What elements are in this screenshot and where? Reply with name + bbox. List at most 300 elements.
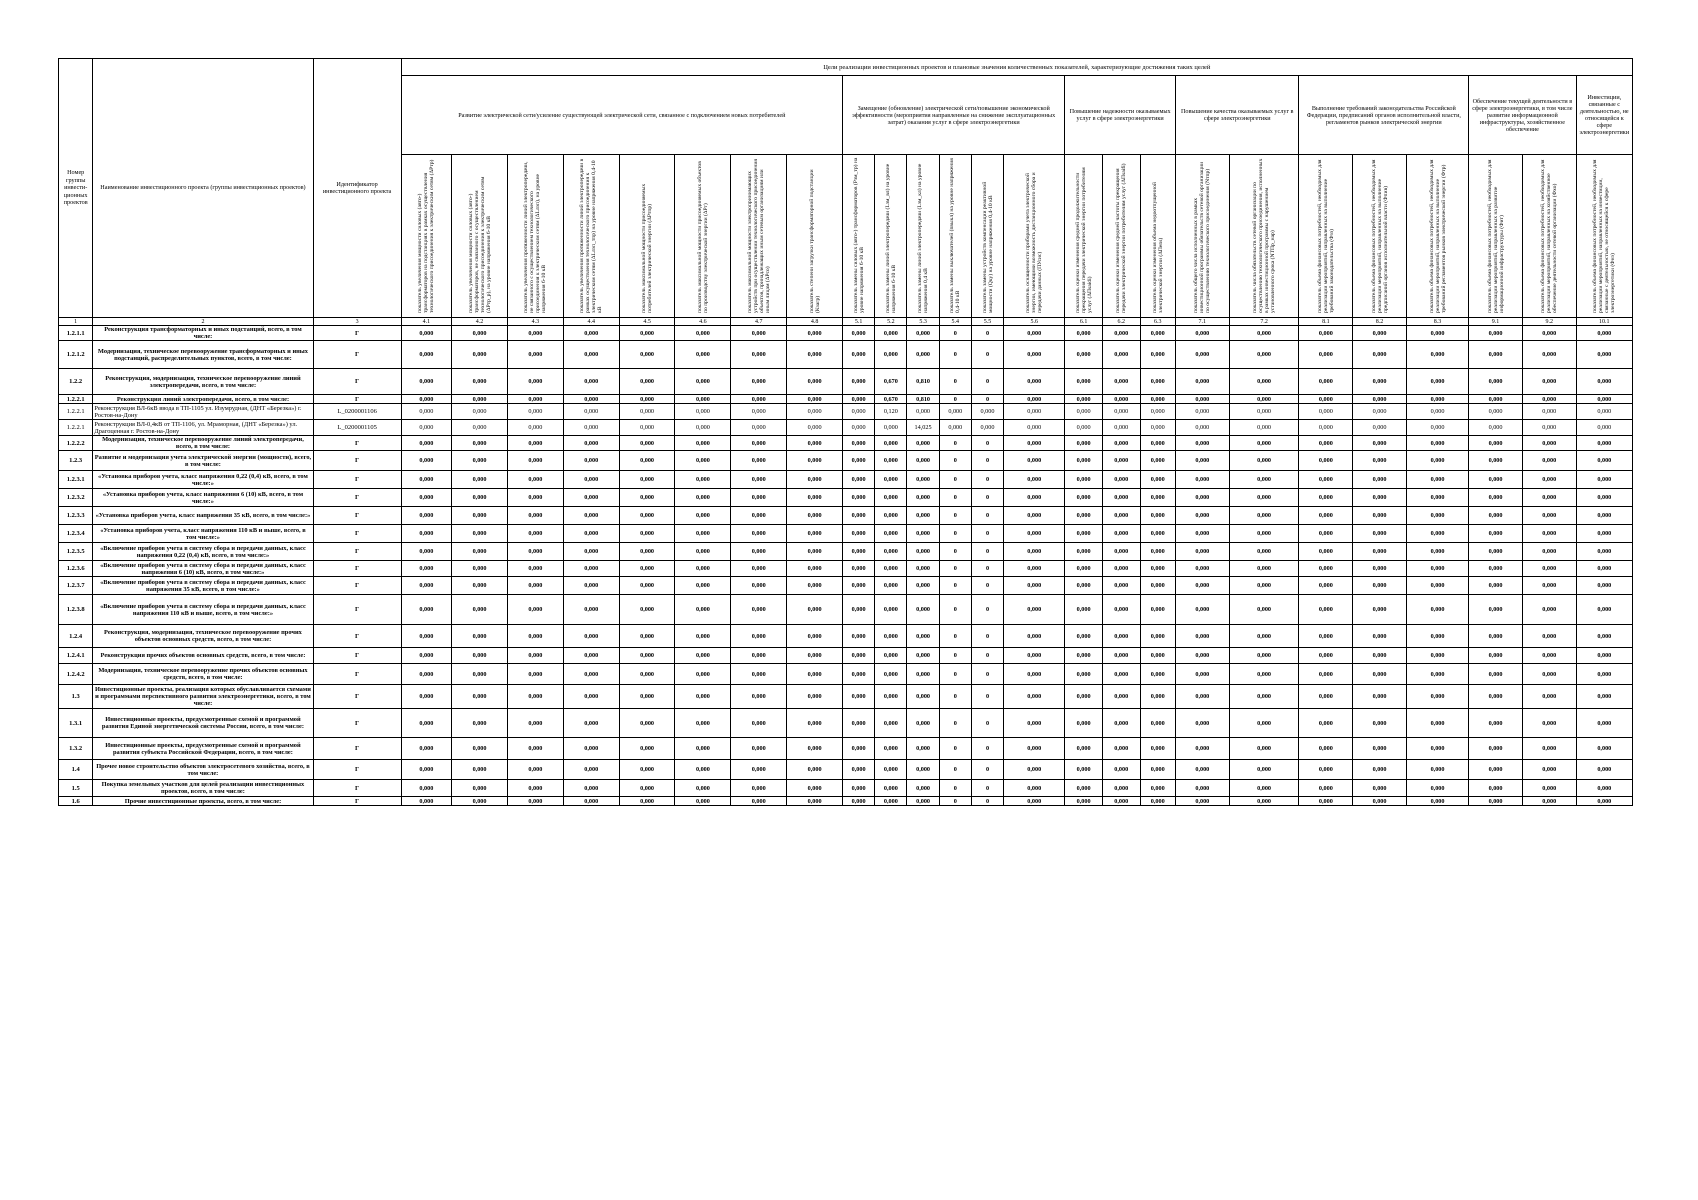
row-value: 0,000 xyxy=(1299,395,1353,404)
row-name: Реконструкция, модернизация, техническое перевооружение прочих объектов основных средств, всего, в том числе: xyxy=(93,625,313,648)
row-value: 0,000 xyxy=(843,577,875,595)
row-value: 0,000 xyxy=(1469,685,1523,709)
row-value: 0,000 xyxy=(1522,797,1576,806)
row-value: 0,000 xyxy=(1406,760,1468,780)
row-identifier: Г xyxy=(313,525,401,543)
column-number: 4.7 xyxy=(731,318,787,326)
row-value: 0,000 xyxy=(907,507,939,525)
row-name: «Включение приборов учета в систему сбора и передачи данных, класс напряжения 35 кВ, всего, в том числе:» xyxy=(93,577,313,595)
row-value: 0,000 xyxy=(1102,507,1140,525)
row-value: 0,000 xyxy=(1522,664,1576,685)
row-value: 0,000 xyxy=(1065,709,1103,738)
row-value: 0,000 xyxy=(619,625,675,648)
row-value: 0,000 xyxy=(1229,664,1299,685)
row-value: 0,000 xyxy=(1065,326,1103,341)
row-name: «Установка приборов учета, класс напряжения 110 кВ и выше, всего, в том числе:» xyxy=(93,525,313,543)
row-value: 0,000 xyxy=(907,648,939,664)
row-value: 0,000 xyxy=(1175,395,1229,404)
row-value: 0,000 xyxy=(1004,595,1065,625)
column-number: 9.1 xyxy=(1469,318,1523,326)
row-value: 0,000 xyxy=(971,420,1003,436)
row-value: 0,000 xyxy=(675,577,731,595)
row-value: 0,000 xyxy=(787,436,843,451)
row-value: 0,000 xyxy=(1469,436,1523,451)
row-value: 0 xyxy=(971,471,1003,489)
row-value: 0,000 xyxy=(843,685,875,709)
indicator-header-text: показатель общего числа исполненных в рамках инвестиционной программы обязательств сетевой организации по осуществлению технологического присоединения (Nтпр) xyxy=(1193,161,1212,313)
row-value: 0,000 xyxy=(843,420,875,436)
row-value: 0,000 xyxy=(675,664,731,685)
column-number: 4.1 xyxy=(401,318,451,326)
row-value: 0,000 xyxy=(619,369,675,395)
row-value: 0,000 xyxy=(787,561,843,577)
row-value: 0,000 xyxy=(1576,404,1632,420)
row-value: 0,000 xyxy=(1229,451,1299,471)
table-row xyxy=(59,326,1633,341)
indicator-header xyxy=(452,155,508,318)
row-value: 0,000 xyxy=(563,471,619,489)
row-value: 0,000 xyxy=(675,369,731,395)
row-value: 0,000 xyxy=(843,709,875,738)
row-value: 0,000 xyxy=(843,797,875,806)
row-value: 0,000 xyxy=(1299,525,1353,543)
row-value: 0,000 xyxy=(1140,797,1175,806)
row-value: 0,000 xyxy=(401,489,451,507)
column-number: 4.8 xyxy=(787,318,843,326)
row-value: 0,000 xyxy=(1469,664,1523,685)
row-value: 0,000 xyxy=(843,489,875,507)
row-value: 0,000 xyxy=(1469,780,1523,797)
row-value: 0,000 xyxy=(731,436,787,451)
row-value: 0,000 xyxy=(875,341,907,369)
row-value: 0,000 xyxy=(619,326,675,341)
row-value: 0,000 xyxy=(563,341,619,369)
indicator-header-text: показатель замены устройств компенсации реактивной мощности (Qку) на уровне напряжения 0,4-10 кВ xyxy=(981,181,994,313)
row-value: 0,000 xyxy=(1353,760,1407,780)
row-value: 0,000 xyxy=(1102,369,1140,395)
column-number: 10.1 xyxy=(1576,318,1632,326)
row-value: 0,000 xyxy=(619,648,675,664)
indicator-header xyxy=(563,155,619,318)
row-value: 0,000 xyxy=(1065,797,1103,806)
row-identifier: Г xyxy=(313,436,401,451)
row-value: 0,000 xyxy=(731,625,787,648)
row-value: 0,000 xyxy=(1576,760,1632,780)
row-value: 0,000 xyxy=(619,489,675,507)
row-value: 0,000 xyxy=(1004,760,1065,780)
row-value: 0,000 xyxy=(1065,507,1103,525)
indicator-header xyxy=(401,155,451,318)
column-number: 7.1 xyxy=(1175,318,1229,326)
row-value: 0,000 xyxy=(507,451,563,471)
row-value: 0,000 xyxy=(1576,543,1632,561)
row-name: Реконструкция ВЛ-6кВ ввода в ТП-1105 ул. Изумрудная, (ДНТ «Березка») г. Ростов-на-Дону xyxy=(93,404,313,420)
row-value: 0,000 xyxy=(1065,489,1103,507)
row-value: 0,000 xyxy=(1229,395,1299,404)
row-value: 0,000 xyxy=(507,648,563,664)
row-value: 0,000 xyxy=(1469,625,1523,648)
row-value: 0,000 xyxy=(1576,797,1632,806)
row-value: 0,000 xyxy=(619,760,675,780)
row-value: 0,000 xyxy=(401,507,451,525)
row-value: 0,000 xyxy=(731,709,787,738)
row-identifier: Г xyxy=(313,451,401,471)
row-value: 0 xyxy=(939,326,971,341)
row-value: 0,000 xyxy=(1469,326,1523,341)
row-value: 0,000 xyxy=(787,595,843,625)
row-value: 0,000 xyxy=(1353,738,1407,760)
row-value: 0,000 xyxy=(452,451,508,471)
row-value: 0,000 xyxy=(619,451,675,471)
row-value: 0,000 xyxy=(563,648,619,664)
row-value: 0,000 xyxy=(843,525,875,543)
row-value: 0,000 xyxy=(1065,561,1103,577)
row-value: 0,000 xyxy=(907,404,939,420)
row-value: 0,000 xyxy=(1406,664,1468,685)
row-identifier: Г xyxy=(313,395,401,404)
row-name: «Включение приборов учета в систему сбора и передачи данных, класс напряжения 0,22 (0,4) кВ, всего, в том числе:» xyxy=(93,543,313,561)
table-row xyxy=(59,404,1633,420)
row-value: 0,000 xyxy=(843,664,875,685)
row-value: 0,000 xyxy=(1102,395,1140,404)
row-value: 0,000 xyxy=(1469,507,1523,525)
row-value: 0,000 xyxy=(1406,420,1468,436)
row-value: 0,000 xyxy=(675,648,731,664)
row-value: 0,000 xyxy=(401,648,451,664)
row-value: 0,000 xyxy=(507,664,563,685)
row-value: 0,000 xyxy=(507,685,563,709)
row-value: 0,000 xyxy=(1229,685,1299,709)
row-value: 0 xyxy=(971,436,1003,451)
row-value: 0,000 xyxy=(563,451,619,471)
row-value: 0,000 xyxy=(1522,404,1576,420)
row-name: Модернизация, техническое перевооружение прочих объектов основных средств, всего, в том числе: xyxy=(93,664,313,685)
table-row xyxy=(59,489,1633,507)
row-value: 0 xyxy=(939,525,971,543)
indicator-header xyxy=(675,155,731,318)
row-value: 0,000 xyxy=(1065,738,1103,760)
row-value: 0 xyxy=(939,507,971,525)
row-value: 0,000 xyxy=(1229,648,1299,664)
row-value: 0,000 xyxy=(1175,404,1229,420)
row-value: 0,000 xyxy=(1140,420,1175,436)
row-value: 0,000 xyxy=(1004,489,1065,507)
row-value: 0,000 xyxy=(1522,738,1576,760)
row-value: 0,000 xyxy=(875,760,907,780)
row-value: 0 xyxy=(971,797,1003,806)
row-value: 0,000 xyxy=(563,420,619,436)
row-value: 0 xyxy=(971,664,1003,685)
row-value: 0,000 xyxy=(401,760,451,780)
row-value: 0,000 xyxy=(452,326,508,341)
row-value: 0,000 xyxy=(675,471,731,489)
row-value: 0,000 xyxy=(843,543,875,561)
row-value: 0,000 xyxy=(675,404,731,420)
row-value: 0,000 xyxy=(1175,760,1229,780)
goals-title-header: Цели реализации инвестиционных проектов и плановые значения количественных показателей, характеризующие достижения таких целей xyxy=(401,59,1632,76)
row-value: 0,000 xyxy=(787,326,843,341)
row-name: Реконструкция, модернизация, техническое перевооружение линий электропередачи, всего, в том числе: xyxy=(93,369,313,395)
column-number: 6.2 xyxy=(1102,318,1140,326)
group-reliability: Повышение надежности оказываемых услуг в сфере электроэнергетики xyxy=(1065,76,1176,155)
row-value: 0,000 xyxy=(452,561,508,577)
row-value: 0,000 xyxy=(452,543,508,561)
table-row xyxy=(59,525,1633,543)
column-number: 4.4 xyxy=(563,318,619,326)
row-value: 0,000 xyxy=(507,595,563,625)
row-value: 0,000 xyxy=(843,595,875,625)
row-value: 0,000 xyxy=(787,507,843,525)
row-value: 0,000 xyxy=(1065,648,1103,664)
row-value: 0,000 xyxy=(1406,404,1468,420)
row-value: 0,000 xyxy=(875,577,907,595)
row-value: 0,000 xyxy=(1299,404,1353,420)
row-value: 0,000 xyxy=(507,738,563,760)
row-value: 0,000 xyxy=(507,341,563,369)
row-value: 0 xyxy=(939,489,971,507)
row-number: 1.2.2.1 xyxy=(59,395,93,404)
row-value: 0,000 xyxy=(731,525,787,543)
row-value: 0,000 xyxy=(401,525,451,543)
row-value: 0,000 xyxy=(1102,685,1140,709)
row-value: 0,000 xyxy=(787,420,843,436)
row-value: 0 xyxy=(971,489,1003,507)
row-value: 0,000 xyxy=(1140,341,1175,369)
row-value: 0,000 xyxy=(619,436,675,451)
row-identifier: Г xyxy=(313,595,401,625)
row-value: 0,000 xyxy=(563,369,619,395)
row-value: 0,000 xyxy=(1140,738,1175,760)
row-value: 0,000 xyxy=(1576,471,1632,489)
row-value: 0,000 xyxy=(875,489,907,507)
row-value: 0,000 xyxy=(1004,404,1065,420)
row-value: 0,000 xyxy=(1175,420,1229,436)
row-value: 0,000 xyxy=(1299,326,1353,341)
row-identifier: Г xyxy=(313,471,401,489)
table-row xyxy=(59,543,1633,561)
row-value: 0,000 xyxy=(1140,543,1175,561)
row-value: 0,000 xyxy=(787,471,843,489)
row-value: 0,000 xyxy=(1522,685,1576,709)
row-identifier: Г xyxy=(313,760,401,780)
row-value: 0 xyxy=(939,648,971,664)
row-value: 0,000 xyxy=(1175,797,1229,806)
row-value: 0,000 xyxy=(675,507,731,525)
row-value: 0 xyxy=(939,341,971,369)
row-value: 0,000 xyxy=(1353,709,1407,738)
row-value: 0,000 xyxy=(843,471,875,489)
row-value: 0,000 xyxy=(675,709,731,738)
row-value: 0,000 xyxy=(563,595,619,625)
row-value: 0,000 xyxy=(1469,451,1523,471)
row-value: 0,000 xyxy=(401,395,451,404)
row-number: 1.2.3.3 xyxy=(59,507,93,525)
row-value: 0 xyxy=(971,451,1003,471)
row-value: 0,000 xyxy=(1140,760,1175,780)
group-network-replacement: Замещение (обновление) электрической сети/повышение экономической эффективности (мероприятия направленные на снижение эксплуатационных затрат) оказания услуг в сфере электроэнергетики xyxy=(843,76,1065,155)
row-value: 0,000 xyxy=(1406,451,1468,471)
row-value: 0,000 xyxy=(939,420,971,436)
row-value: 0,000 xyxy=(1406,471,1468,489)
row-value: 0,000 xyxy=(1065,451,1103,471)
row-value: 0,000 xyxy=(1522,471,1576,489)
row-value: 0,000 xyxy=(875,543,907,561)
row-value: 0,000 xyxy=(619,561,675,577)
row-value: 0,000 xyxy=(1353,664,1407,685)
row-value: 0,000 xyxy=(1229,738,1299,760)
row-value: 0,000 xyxy=(1576,451,1632,471)
row-value: 0,000 xyxy=(1004,709,1065,738)
row-value: 0,000 xyxy=(1065,420,1103,436)
row-value: 0,000 xyxy=(619,404,675,420)
row-value: 0,000 xyxy=(563,664,619,685)
row-value: 0,000 xyxy=(1065,760,1103,780)
indicator-header-text: показатель увеличения мощности силовых (авто-) трансформаторов, не связанного с осуществлением технологического присоединения к электрическим сетям (ΔPтр_р), на уровне напряжения 6-10 кВ xyxy=(467,176,492,313)
row-value: 0,000 xyxy=(1102,648,1140,664)
table-row xyxy=(59,648,1633,664)
indicator-header xyxy=(731,155,787,318)
row-value: 0,000 xyxy=(731,341,787,369)
row-name: «Установка приборов учета, класс напряжения 0,22 (0,4) кВ, всего, в том числе:» xyxy=(93,471,313,489)
group-network-development: Развитие электрической сети/усиление существующей электрической сети, связанное с подключением новых потребителей xyxy=(401,76,842,155)
row-value: 0,000 xyxy=(1299,648,1353,664)
row-value: 0 xyxy=(939,395,971,404)
row-value: 0,000 xyxy=(1469,543,1523,561)
row-value: 0,000 xyxy=(1469,709,1523,738)
row-value: 0,000 xyxy=(731,543,787,561)
row-value: 0,000 xyxy=(1102,489,1140,507)
row-value: 0,000 xyxy=(1522,625,1576,648)
row-value: 0,000 xyxy=(907,709,939,738)
row-identifier: Г xyxy=(313,507,401,525)
table-row xyxy=(59,451,1633,471)
row-value: 0,000 xyxy=(787,709,843,738)
row-value: 0,000 xyxy=(507,561,563,577)
row-value: 0,000 xyxy=(1353,451,1407,471)
row-value: 0,000 xyxy=(1175,543,1229,561)
row-value: 0,000 xyxy=(1140,648,1175,664)
row-value: 0,000 xyxy=(1406,436,1468,451)
row-value: 0,000 xyxy=(907,738,939,760)
row-name: Реконструкция трансформаторных и иных подстанций, всего, в том числе: xyxy=(93,326,313,341)
row-name: Реконструкция линий электропередачи, всего, в том числе: xyxy=(93,395,313,404)
row-value: 0,000 xyxy=(507,471,563,489)
row-value: 0,000 xyxy=(1102,625,1140,648)
row-value: 0,670 xyxy=(875,395,907,404)
row-value: 0,000 xyxy=(907,489,939,507)
row-value: 0,000 xyxy=(1140,471,1175,489)
row-name: Реконструкция ВЛ-0,4кВ от ТП-1106, ул. Мраморная, (ДНТ «Березка») ул. Драгоценная г. Ростов-на-Дону xyxy=(93,420,313,436)
row-value: 0,000 xyxy=(1140,404,1175,420)
row-value: 0 xyxy=(939,760,971,780)
row-value: 0,000 xyxy=(1175,709,1229,738)
indicator-header-text: показатель степени загрузки трансформаторной подстанции (Кзагр) xyxy=(808,169,821,313)
row-value: 0,000 xyxy=(1353,525,1407,543)
col-number-header: Номер группы инвести-ционных проектов xyxy=(59,59,93,318)
row-number: 1.2.2.1 xyxy=(59,420,93,436)
row-value: 0,000 xyxy=(1299,577,1353,595)
row-value: 0,000 xyxy=(1406,625,1468,648)
row-value: 0,000 xyxy=(675,760,731,780)
row-value: 0,000 xyxy=(787,648,843,664)
row-value: 0,000 xyxy=(1299,543,1353,561)
table-row xyxy=(59,369,1633,395)
row-value: 0 xyxy=(939,685,971,709)
row-value: 0,000 xyxy=(1065,395,1103,404)
row-value: 0,000 xyxy=(1406,341,1468,369)
row-identifier: Г xyxy=(313,797,401,806)
row-value: 0,000 xyxy=(563,709,619,738)
row-value: 0,000 xyxy=(1522,489,1576,507)
row-value: 0,000 xyxy=(1406,595,1468,625)
row-value: 0,000 xyxy=(401,664,451,685)
row-value: 0,000 xyxy=(1004,326,1065,341)
row-value: 0,000 xyxy=(507,525,563,543)
row-value: 0,000 xyxy=(675,525,731,543)
row-value: 0,000 xyxy=(731,471,787,489)
row-value: 0,000 xyxy=(619,525,675,543)
row-value: 0 xyxy=(939,543,971,561)
row-value: 0,000 xyxy=(452,369,508,395)
row-value: 0,000 xyxy=(1576,326,1632,341)
row-value: 0,000 xyxy=(1576,685,1632,709)
row-value: 0,000 xyxy=(1229,797,1299,806)
row-value: 0,000 xyxy=(507,543,563,561)
row-value: 0,000 xyxy=(1102,525,1140,543)
row-value: 0,000 xyxy=(1229,420,1299,436)
indicator-header xyxy=(939,155,971,318)
row-value: 0,000 xyxy=(1522,577,1576,595)
row-value: 0,000 xyxy=(401,341,451,369)
row-value: 0,000 xyxy=(1229,709,1299,738)
row-value: 0,000 xyxy=(1576,489,1632,507)
indicator-header xyxy=(875,155,907,318)
row-value: 0,000 xyxy=(1353,395,1407,404)
row-value: 0,000 xyxy=(1299,595,1353,625)
row-value: 0,000 xyxy=(875,595,907,625)
row-value: 0 xyxy=(939,625,971,648)
row-value: 0,000 xyxy=(1576,341,1632,369)
column-number: 8.2 xyxy=(1353,318,1407,326)
row-value: 0,000 xyxy=(1102,451,1140,471)
row-value: 0,000 xyxy=(401,577,451,595)
row-value: 0,000 xyxy=(907,471,939,489)
indicator-header-text: показатель увеличения протяженности линий электропередачи, не связанного с осуществлением технологического присоединения к электрическим сетям (ΔLлэп), на уровне напряжения 6-10 кВ xyxy=(523,161,548,313)
row-value: 0,000 xyxy=(507,797,563,806)
row-value: 0,000 xyxy=(731,577,787,595)
indicator-header xyxy=(1299,155,1353,318)
row-value: 0,000 xyxy=(875,451,907,471)
table-row xyxy=(59,395,1633,404)
row-value: 0 xyxy=(939,577,971,595)
row-value: 0,000 xyxy=(1140,326,1175,341)
row-value: 0,000 xyxy=(1353,471,1407,489)
row-value: 0,000 xyxy=(907,780,939,797)
row-value: 0,000 xyxy=(452,738,508,760)
table-row xyxy=(59,780,1633,797)
row-value: 0,000 xyxy=(675,326,731,341)
row-value: 0,000 xyxy=(1299,561,1353,577)
row-value: 0,000 xyxy=(1406,780,1468,797)
row-value: 0,000 xyxy=(843,760,875,780)
row-value: 0,000 xyxy=(787,738,843,760)
indicator-header-text: показатель оценки изменения объема недоотпущенной электрической энергии (ΔПens) xyxy=(1151,182,1164,313)
row-value: 0,000 xyxy=(1406,648,1468,664)
column-number: 8.1 xyxy=(1299,318,1353,326)
row-value: 0,000 xyxy=(1175,595,1229,625)
indicator-header xyxy=(1102,155,1140,318)
row-value: 0,000 xyxy=(1576,369,1632,395)
